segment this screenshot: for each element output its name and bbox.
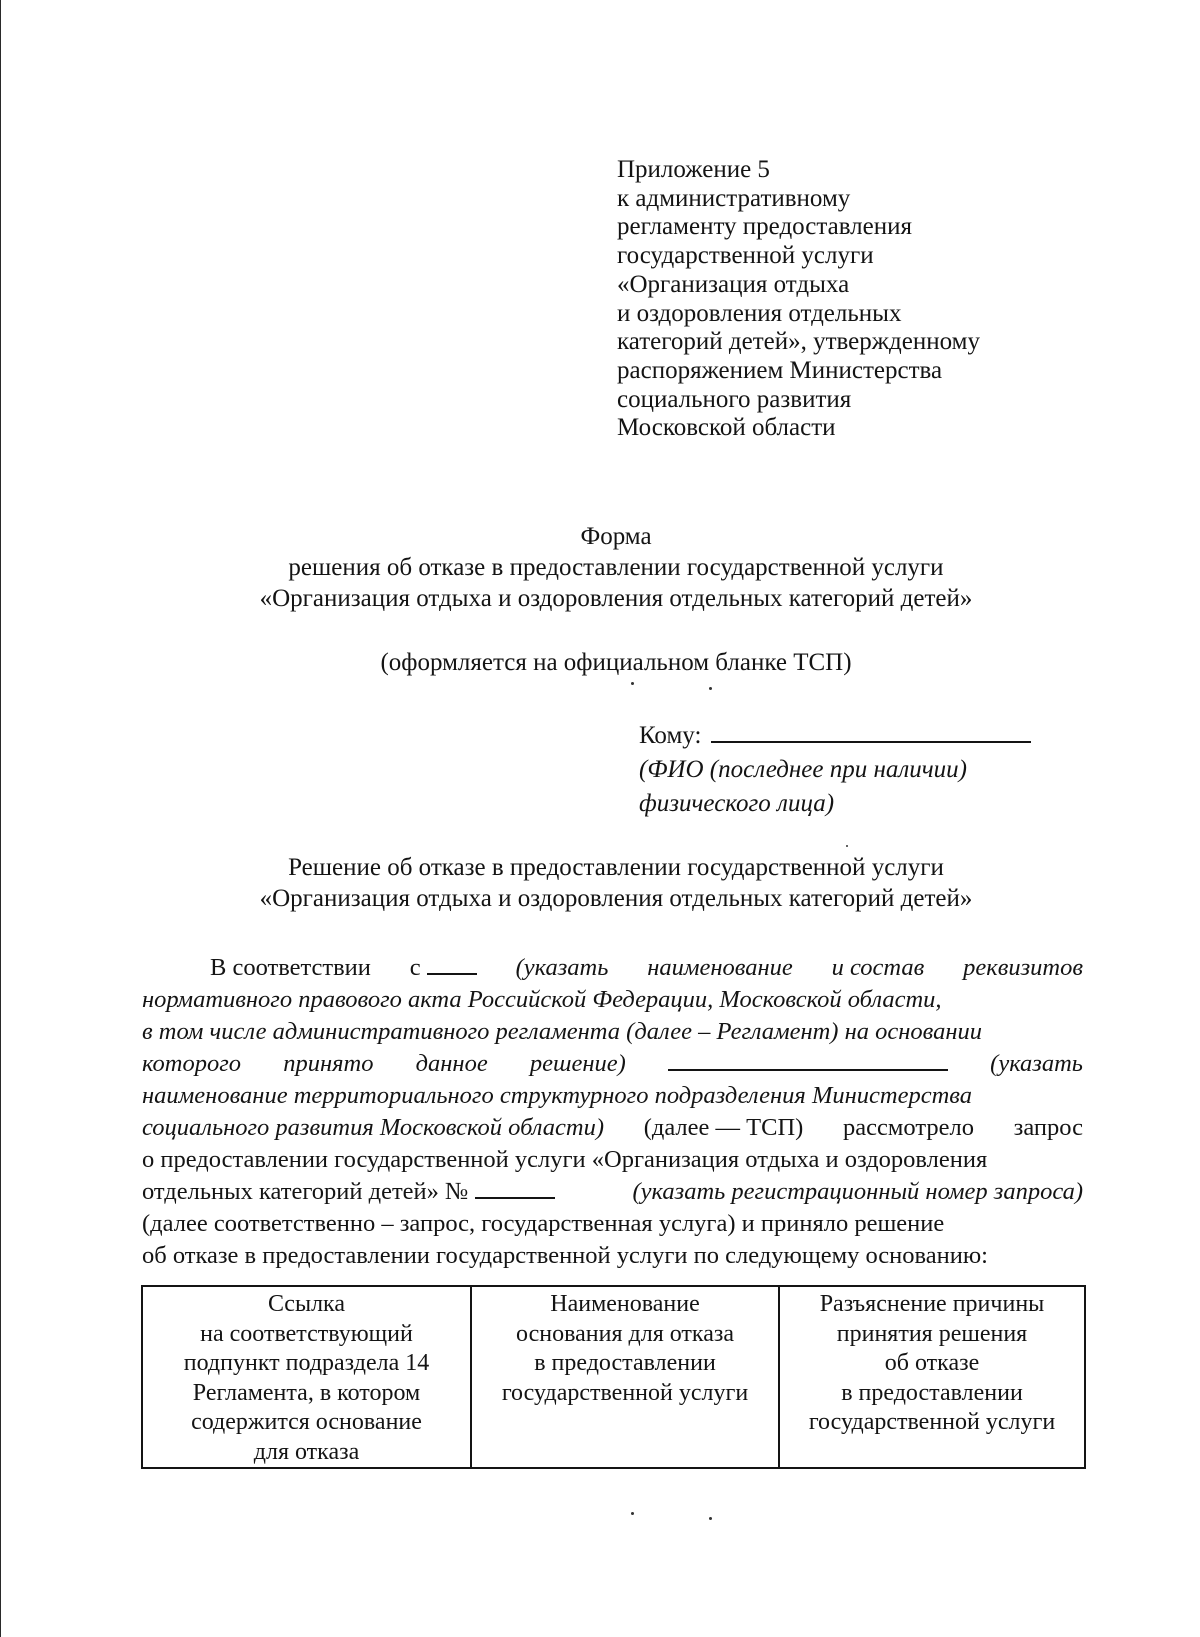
header-text: принятия решения: [836, 1320, 1028, 1347]
body-word: рассмотрело: [843, 1114, 974, 1141]
refusal-grounds-table: [141, 1285, 1086, 1469]
body-line: [142, 1080, 1083, 1112]
form-title: [1, 521, 1200, 614]
body-line: [142, 1144, 1083, 1176]
appendix-line: Московской области: [617, 414, 836, 442]
act-name-blank[interactable]: [427, 952, 477, 975]
header-text: для отказа: [253, 1438, 360, 1465]
decision-title-line: Решение об отказе в предоставлении государственной услуги: [288, 854, 944, 881]
header-text: в предоставлении: [534, 1350, 716, 1376]
appendix-line: «Организация отдыха: [617, 270, 850, 298]
body-word: реквизитов: [963, 954, 1083, 981]
body-line: [142, 1016, 1083, 1048]
form-label: Форма: [580, 523, 652, 550]
request-number-blank[interactable]: [475, 1176, 555, 1199]
body-line: [142, 952, 1083, 984]
body-word: данное: [415, 1050, 488, 1077]
appendix-line: категорий детей», утвержденному: [617, 328, 980, 356]
body-line: [142, 1112, 1083, 1144]
body-line: [142, 1048, 1083, 1080]
header-text: государственной услуги: [501, 1379, 749, 1406]
scan-speck: [631, 682, 634, 685]
appendix-line: к административному: [617, 184, 851, 212]
recipient-row: [639, 717, 1031, 753]
body-word: которого: [142, 1050, 242, 1077]
appendix-line: и оздоровления отдельных: [617, 299, 902, 327]
decision-body: [142, 952, 1083, 1272]
recipient-hint: физического лица): [639, 790, 835, 817]
header-text: Наименование: [550, 1291, 700, 1317]
decision-title: [1, 852, 1200, 914]
appendix-line: государственной услуги: [617, 242, 874, 270]
body-text: наименование территориального структурного подразделения Министерства: [142, 1082, 972, 1109]
body-word: (далее — ТСП): [643, 1114, 804, 1141]
recipient-name-field[interactable]: [711, 717, 1031, 743]
recipient-label: Кому:: [639, 722, 702, 749]
header-text: об отказе: [884, 1350, 980, 1376]
header-text: государственной услуги: [808, 1409, 1056, 1435]
body-word: наименование: [647, 954, 793, 981]
body-text: нормативного правового акта Российской Федерации, Московской области,: [142, 986, 942, 1013]
appendix-line: социального развития: [617, 385, 852, 413]
body-word: решение): [529, 1050, 626, 1077]
body-text: о предоставлении государственной услуги «Организация отдыха и оздоровления: [142, 1146, 988, 1173]
body-text: (далее соответственно – запрос, государственная услуга) и приняло решение: [142, 1210, 945, 1237]
header-text: Регламента, в котором: [192, 1379, 421, 1406]
body-word: социального развития Московской области): [142, 1114, 604, 1141]
body-word: (указать: [990, 1050, 1083, 1077]
header-text: Ссылка: [267, 1291, 345, 1317]
body-word: запрос: [1013, 1114, 1083, 1141]
scan-speck: [846, 845, 848, 847]
body-text: в том числе административного регламента (далее – Регламент) на основании: [142, 1018, 983, 1045]
body-line: [142, 1208, 1083, 1240]
recipient-block: [639, 717, 1031, 821]
body-word: (указать: [515, 954, 609, 981]
body-word: отдельных категорий детей» №: [142, 1176, 555, 1208]
body-word: (указать регистрационный номер запроса): [632, 1178, 1083, 1205]
tsp-name-blank[interactable]: [668, 1048, 948, 1071]
body-word: с: [410, 952, 477, 984]
form-title-line: «Организация отдыха и оздоровления отдельных категорий детей»: [259, 585, 973, 612]
header-text: Разъяснение причины: [819, 1291, 1045, 1317]
body-word: В соответствии: [210, 954, 371, 981]
body-word: и состав: [831, 954, 925, 981]
header-text: основания для отказа: [516, 1320, 734, 1347]
header-text: на соответствующий: [200, 1320, 413, 1347]
appendix-line: Приложение 5: [617, 156, 770, 183]
scan-speck: [709, 1517, 712, 1520]
appendix-line: распоряжением Министерства: [617, 356, 943, 384]
decision-title-line: «Организация отдыха и оздоровления отдельных категорий детей»: [259, 885, 973, 912]
appendix-header: [617, 156, 980, 443]
table-header-cell: [142, 1286, 471, 1468]
table-header-row: [142, 1286, 1085, 1468]
recipient-hint: (ФИО (последнее при наличии): [639, 756, 968, 783]
table-header-cell: [779, 1286, 1085, 1468]
body-line: [142, 1176, 1083, 1208]
body-line: [142, 1240, 1083, 1272]
form-title-line: решения об отказе в предоставлении государственной услуги: [288, 554, 944, 581]
scan-speck: [631, 1512, 634, 1515]
table-header-cell: [471, 1286, 779, 1468]
body-line: [142, 984, 1083, 1016]
header-text: содержится основание: [191, 1409, 422, 1435]
form-note: (оформляется на официальном бланке ТСП): [380, 649, 852, 676]
header-text: в предоставлении: [841, 1379, 1023, 1406]
header-text: подпункт подраздела 14: [183, 1350, 430, 1376]
appendix-line: регламенту предоставления: [617, 213, 913, 241]
scan-speck: [709, 687, 712, 690]
body-word: принято: [283, 1050, 374, 1077]
body-text: об отказе в предоставлении государственной услуги по следующему основанию:: [142, 1242, 988, 1269]
